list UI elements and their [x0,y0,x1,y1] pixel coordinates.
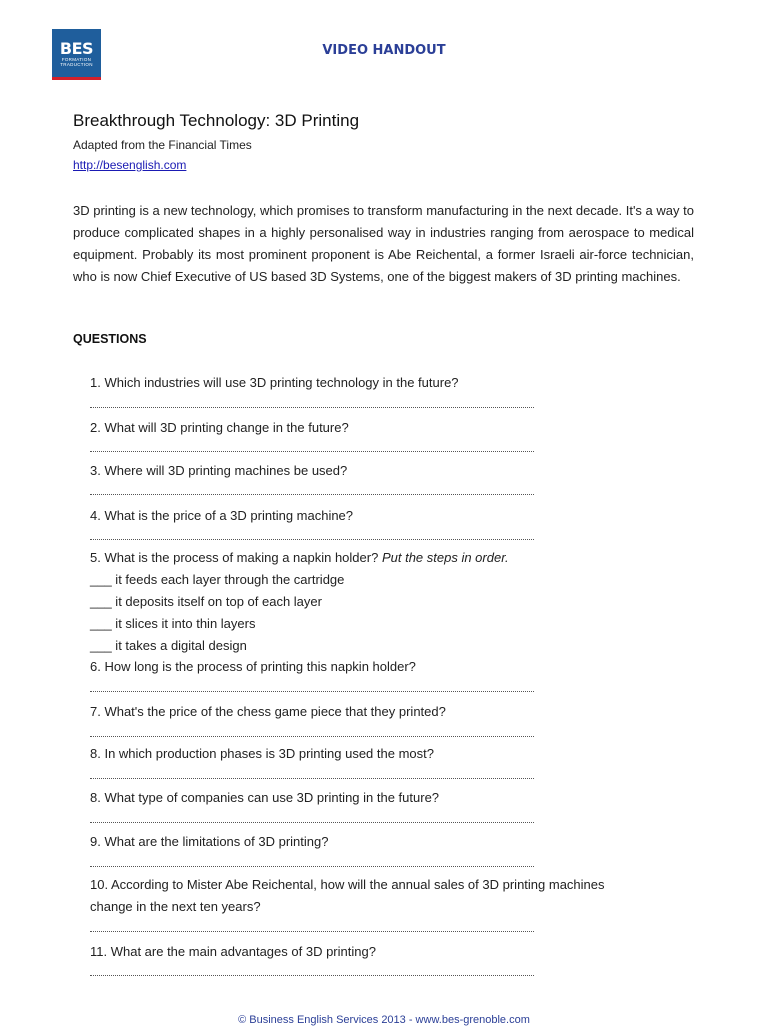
question-5 [90,550,509,565]
intro-paragraph: 3D printing is a new technology, which promises to transform manufacturing in the next decade. It's a way to produce complicated shapes in a highly personalised way in industries ranging from aerospace to medical equipment. Probably its most prominent proponent is Abe Reichental, a former Israeli air-force technician, who is now Chief Executive of US based 3D Systems, one of the biggest makers of 3D printing machines. [73,203,694,284]
question-5-text: 5. What is the process of making a napkin holder? [90,550,379,565]
source-line: Adapted from the Financial Times [73,138,252,152]
answer-line-2[interactable] [90,451,534,452]
document-title: Breakthrough Technology: 3D Printing [73,111,360,130]
answer-line-10[interactable] [90,931,534,932]
question-10-line-1: 10. According to Mister Abe Reichental, how will the annual sales of 3D printing machines [90,877,605,892]
step-item-1[interactable]: ___ it feeds each layer through the cartridge [90,572,345,587]
question-5-instruction: Put the steps in order. [381,550,509,565]
answer-line-11[interactable] [90,975,534,976]
question-3: 3. Where will 3D printing machines be used? [90,463,348,478]
question-11: 11. What are the main advantages of 3D printing? [90,944,376,959]
logo-sub-text-2: TRADUCTION [60,62,93,67]
answer-line-9[interactable] [90,866,534,867]
answer-line-7[interactable] [90,736,534,737]
answer-line-8a[interactable] [90,778,534,779]
step-item-3[interactable]: ___ it slices it into thin layers [90,616,256,631]
step-item-2[interactable]: ___ it deposits itself on top of each layer [90,594,322,609]
question-4: 4. What is the price of a 3D printing machine? [90,508,354,523]
answer-line-3[interactable] [90,494,534,495]
logo-sub-text-1: FORMATION [61,57,92,62]
answer-line-8b[interactable] [90,822,534,823]
logo-main-text: BES [59,39,94,58]
source-link[interactable]: http://besenglish.com [73,158,187,172]
question-9: 9. What are the limitations of 3D printing? [90,834,329,849]
header-title: VIDEO HANDOUT [322,43,446,58]
step-item-4[interactable]: ___ it takes a digital design [90,638,247,653]
questions-heading: QUESTIONS [73,332,147,346]
question-8b: 8. What type of companies can use 3D printing in the future? [90,790,440,805]
footer-copyright: © Business English Services 2013 - www.bes-grenoble.com [238,1014,530,1026]
answer-line-1[interactable] [90,407,534,408]
answer-line-6[interactable] [90,691,534,692]
question-2: 2. What will 3D printing change in the future? [90,420,349,435]
question-10-line-2: change in the next ten years? [90,899,261,914]
answer-line-4[interactable] [90,539,534,540]
question-7: 7. What's the price of the chess game piece that they printed? [90,704,446,719]
question-8a: 8. In which production phases is 3D printing used the most? [90,746,434,761]
question-1: 1. Which industries will use 3D printing technology in the future? [90,375,459,390]
question-6: 6. How long is the process of printing this napkin holder? [90,659,416,674]
